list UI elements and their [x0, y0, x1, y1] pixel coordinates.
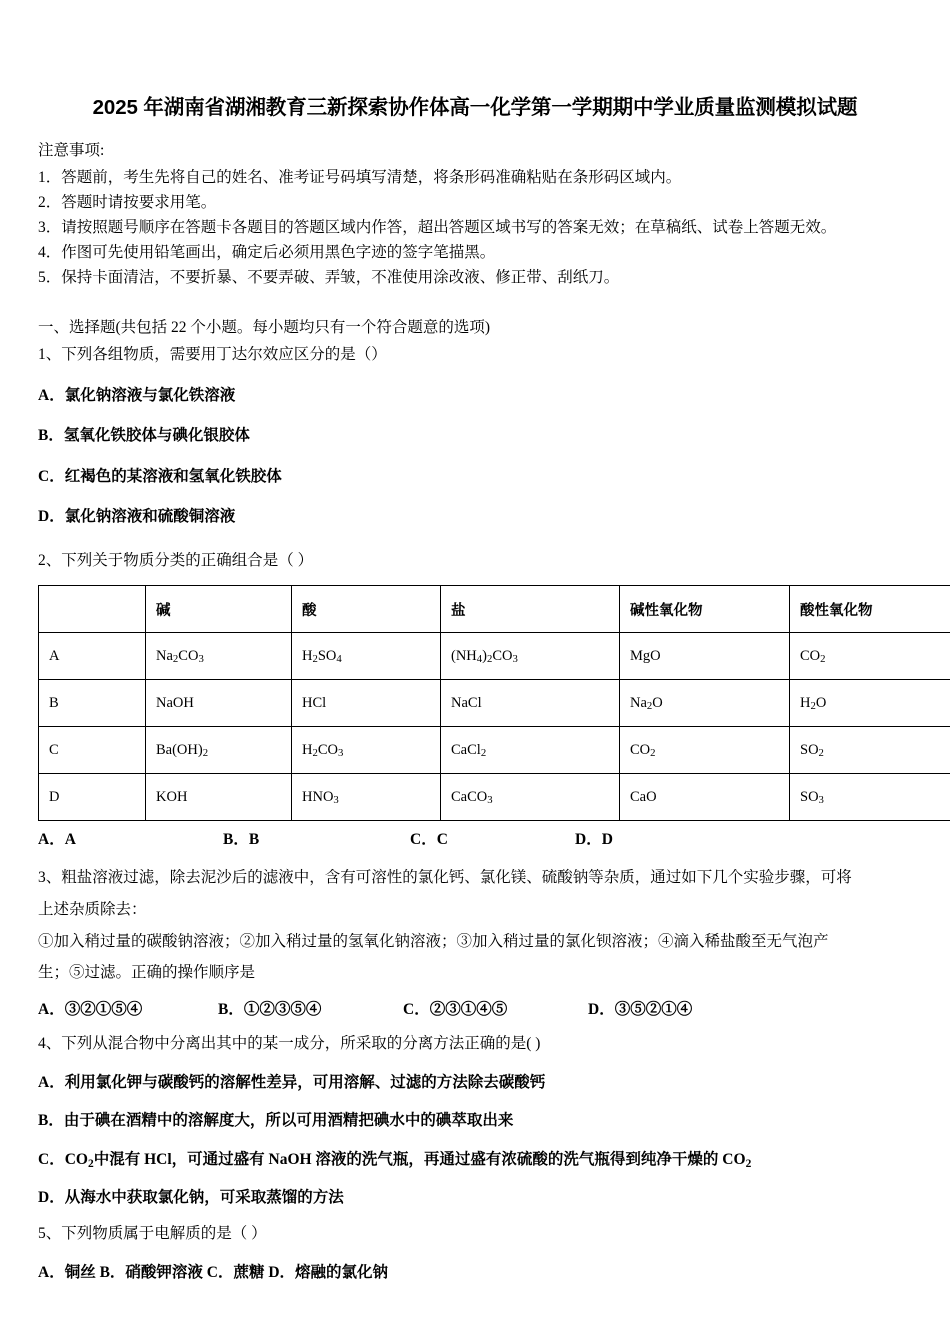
question-3-answer-options — [38, 997, 912, 1019]
question-5-answer-options[interactable]: A．铜丝 B．硝酸钾溶液 C．蔗糖 D．熔融的氯化钠 — [38, 1264, 389, 1282]
question-1-option-b[interactable]: B．氢氧化铁胶体与碘化银胶体 — [38, 427, 250, 445]
table-header-acid: 酸 — [292, 586, 441, 633]
cell-b-salt: NaCl — [441, 680, 620, 727]
question-4-option-d[interactable]: D．从海水中获取氯化钠，可采取蒸馏的方法 — [38, 1188, 344, 1206]
cell-b-basic-oxide: $Na_2O$ — [620, 680, 790, 727]
question-3-option-b[interactable]: B．①②③⑤④ — [218, 1001, 322, 1019]
question-3-stem-line-1: 3、粗盐溶液过滤，除去泥沙后的滤液中，含有可溶性的氯化钙、氯化镁、硫酸钠等杂质，通过如下几个实验步骤，可将 — [38, 869, 852, 887]
cell-a-acid: $H_2SO_4$ — [292, 633, 441, 680]
page-title: 2025 年湖南省湖湘教育三新探索协作体高一化学第一学期期中学业质量监测模拟试题 — [92, 96, 858, 119]
row-label-d: D — [39, 774, 146, 821]
table-header-index — [39, 586, 146, 633]
question-4-option-a[interactable]: A．利用氯化钾与碳酸钙的溶解性差异，可用溶解、过滤的方法除去碳酸钙 — [38, 1074, 546, 1092]
cell-b-base: NaOH — [146, 680, 292, 727]
cell-a-base: $Na_2CO_3$ — [146, 633, 292, 680]
notice-item-5: 5．保持卡面清洁，不要折暴、不要弄破、弄皱，不准使用涂改液、修正带、刮纸刀。 — [38, 269, 620, 287]
cell-d-acid: $HNO_3$ — [292, 774, 441, 821]
question-4-stem: 4、下列从混合物中分离出其中的某一成分，所采取的分离方法正确的是( ) — [38, 1035, 541, 1053]
table-header-row — [39, 586, 950, 633]
cell-c-salt: CaCl$_2$ — [441, 727, 620, 774]
cell-a-acidic-oxide: $CO_2$ — [790, 633, 950, 680]
row-label-a: A — [39, 633, 146, 680]
question-4-option-b[interactable]: B．由于碘在酒精中的溶解度大，所以可用酒精把碘水中的碘萃取出来 — [38, 1112, 514, 1130]
cell-d-salt: CaCO$_3$ — [441, 774, 620, 821]
cell-c-acidic-oxide: $SO_2$ — [790, 727, 950, 774]
question-1-stem: 1、下列各组物质，需要用丁达尔效应区分的是（） — [38, 345, 387, 363]
question-3-option-c[interactable]: C．②③①④⑤ — [403, 1001, 508, 1019]
cell-c-acid: $H_2CO_3$ — [292, 727, 441, 774]
question-3-stem-line-4: 生；⑤过滤。正确的操作顺序是 — [38, 964, 256, 982]
table-header-base: 碱 — [146, 586, 292, 633]
question-2-answer-options — [38, 827, 912, 849]
cell-a-salt: $(NH_4)_2CO_3$ — [441, 633, 620, 680]
table-row — [39, 774, 950, 821]
cell-c-basic-oxide: $CO_2$ — [620, 727, 790, 774]
row-label-b: B — [39, 680, 146, 727]
cell-d-acidic-oxide: $SO_3$ — [790, 774, 950, 821]
question-3-option-d[interactable]: D．③⑤②①④ — [588, 1001, 693, 1019]
table-header-basic-oxide: 碱性氧化物 — [620, 586, 790, 633]
notice-heading: 注意事项: — [38, 141, 105, 159]
notice-item-3: 3．请按照题号顺序在答题卡各题目的答题区域内作答，超出答题区域书写的答案无效；在草稿纸、试卷上答题无效。 — [38, 218, 837, 236]
table-header-salt: 盐 — [441, 586, 620, 633]
table-row — [39, 680, 950, 727]
question-3-option-a[interactable]: A．③②①⑤④ — [38, 1001, 143, 1019]
table-row — [39, 727, 950, 774]
section-heading-multiple-choice: 一、选择题(共包括 22 个小题。每小题均只有一个符合题意的选项) — [38, 319, 491, 337]
question-2-option-c[interactable]: C．C — [410, 831, 448, 849]
table-row — [39, 633, 950, 680]
notice-list — [38, 165, 912, 291]
question-5-stem: 5、下列物质属于电解质的是（ ） — [38, 1225, 267, 1243]
question-2-option-a[interactable]: A．A — [38, 831, 76, 849]
question-3-stem-line-3: ①加入稍过量的碳酸钠溶液；②加入稍过量的氢氧化钠溶液；③加入稍过量的氯化钡溶液；④滴入稀盐酸至无气泡产 — [38, 932, 829, 950]
notice-item-4: 4．作图可先使用铅笔画出，确定后必须用黑色字迹的签字笔描黑。 — [38, 243, 496, 261]
question-1-option-c[interactable]: C．红褐色的某溶液和氢氧化铁胶体 — [38, 467, 282, 485]
cell-a-basic-oxide: MgO — [620, 633, 790, 680]
table-header-acidic-oxide: 酸性氧化物 — [790, 586, 950, 633]
question-2-option-b[interactable]: B．B — [223, 831, 260, 849]
cell-d-base: KOH — [146, 774, 292, 821]
question-2-stem: 2、下列关于物质分类的正确组合是（ ） — [38, 552, 314, 570]
question-1-option-d[interactable]: D．氯化钠溶液和硫酸铜溶液 — [38, 507, 236, 525]
cell-b-acidic-oxide: $H_2O$ — [790, 680, 950, 727]
notice-item-2: 2．答题时请按要求用笔。 — [38, 193, 217, 211]
substance-classification-table — [38, 585, 950, 821]
question-2-option-d[interactable]: D．D — [575, 831, 613, 849]
question-3-stem-line-2: 上述杂质除去： — [38, 900, 147, 918]
cell-d-basic-oxide: CaO — [620, 774, 790, 821]
cell-b-acid: HCl — [292, 680, 441, 727]
cell-c-base: $Ba(OH)_2$ — [146, 727, 292, 774]
question-4-option-c[interactable]: C．$CO_2$中混有 HCl，可通过盛有 NaOH 溶液的洗气瓶，再通过盛有浓硫酸的洗气瓶得到纯净干燥的 $CO_2$ — [38, 1150, 752, 1170]
question-1-option-a[interactable]: A．氯化钠溶液与氯化铁溶液 — [38, 387, 236, 405]
row-label-c: C — [39, 727, 146, 774]
notice-item-1: 1．答题前，考生先将自己的姓名、准考证号码填写清楚，将条形码准确粘贴在条形码区域内。 — [38, 168, 682, 186]
